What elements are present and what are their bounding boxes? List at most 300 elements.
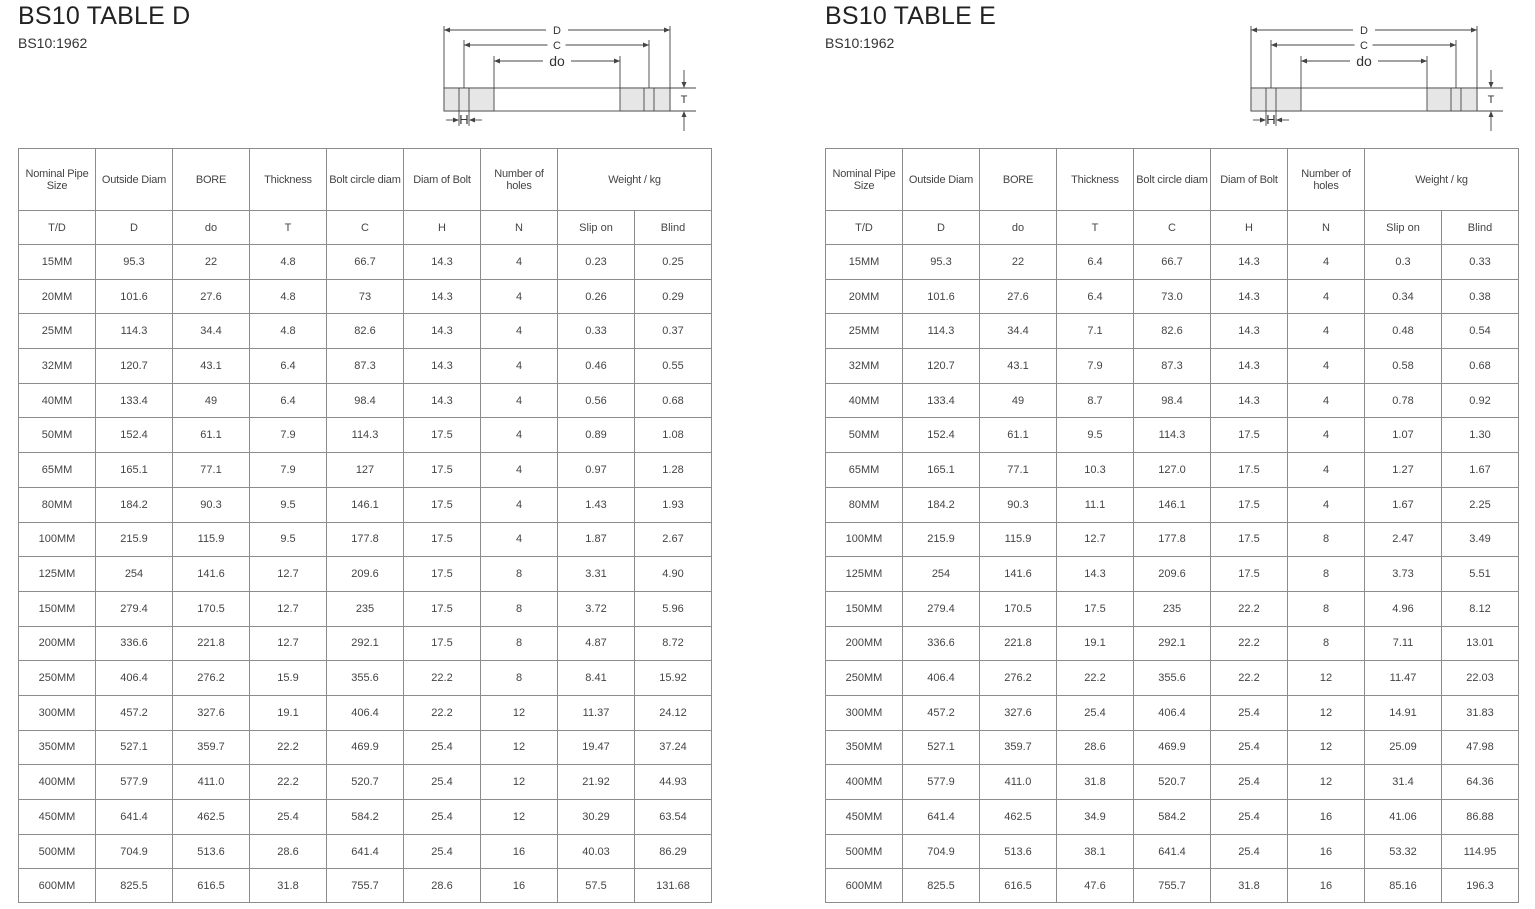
table-cell: 20MM: [826, 279, 903, 314]
table-cell: 98.4: [327, 383, 404, 418]
table-cell: 114.3: [327, 418, 404, 453]
table-cell: 0.68: [1442, 349, 1519, 384]
table-row: [826, 626, 1519, 661]
table-cell: 0.33: [558, 314, 635, 349]
table-cell: 17.5: [404, 557, 481, 592]
table-cell: 4: [481, 349, 558, 384]
table-cell: 1.67: [1442, 453, 1519, 488]
table-cell: 12: [1288, 695, 1365, 730]
table-cell: 209.6: [1134, 557, 1211, 592]
table-cell: 4.96: [1365, 591, 1442, 626]
table-cell: 2.67: [635, 522, 712, 557]
table-row: [826, 834, 1519, 869]
table-cell: 250MM: [19, 661, 96, 696]
table-cell: 4: [481, 245, 558, 280]
table-cell: 30.29: [558, 800, 635, 835]
table-cell: 25.4: [1211, 765, 1288, 800]
table-cell: 47.98: [1442, 730, 1519, 765]
table-cell: 8: [481, 661, 558, 696]
table-cell: 25.4: [404, 800, 481, 835]
table-cell: 0.48: [1365, 314, 1442, 349]
table-cell: 0.54: [1442, 314, 1519, 349]
column-header: Bolt circle diam: [327, 149, 404, 211]
arrowhead: [1271, 43, 1277, 48]
table-row: [826, 557, 1519, 592]
table-cell: 28.6: [250, 834, 327, 869]
column-symbol: T: [1057, 211, 1134, 245]
column-header: Diam of Bolt: [1211, 149, 1288, 211]
column-symbol: T: [250, 211, 327, 245]
arrowhead: [1471, 28, 1477, 33]
table-body: [19, 245, 712, 903]
table-cell: 57.5: [558, 869, 635, 903]
arrowhead: [614, 59, 620, 64]
table-cell: 336.6: [96, 626, 173, 661]
dimension-label-d: D: [1360, 25, 1368, 37]
table-cell: 34.4: [173, 314, 250, 349]
table-cell: 12.7: [250, 557, 327, 592]
table-cell: 20MM: [19, 279, 96, 314]
table-cell: 49: [173, 383, 250, 418]
table-row: [826, 349, 1519, 384]
table-cell: 98.4: [1134, 383, 1211, 418]
table-cell: 17.5: [1057, 591, 1134, 626]
table-cell: 53.32: [1365, 834, 1442, 869]
column-header: Thickness: [250, 149, 327, 211]
table-cell: 100MM: [826, 522, 903, 557]
table-row: [19, 314, 712, 349]
column-header: Nominal Pipe Size: [826, 149, 903, 211]
table-cell: 77.1: [980, 453, 1057, 488]
table-cell: 16: [1288, 834, 1365, 869]
table-cell: 4: [1288, 349, 1365, 384]
table-cell: 114.3: [903, 314, 980, 349]
table-cell: 14.3: [1211, 383, 1288, 418]
table-row: [826, 730, 1519, 765]
table-cell: 86.29: [635, 834, 712, 869]
table-cell: 150MM: [826, 591, 903, 626]
table-cell: 40MM: [826, 383, 903, 418]
table-cell: 8.72: [635, 626, 712, 661]
table-cell: 170.5: [173, 591, 250, 626]
table-cell: 5.51: [1442, 557, 1519, 592]
subheader-row: [19, 211, 712, 245]
table-cell: 196.3: [1442, 869, 1519, 903]
table-cell: 17.5: [1211, 418, 1288, 453]
column-symbol: H: [1211, 211, 1288, 245]
table-cell: 22.03: [1442, 661, 1519, 696]
table-cell: 520.7: [327, 765, 404, 800]
arrowhead: [682, 111, 687, 117]
table-e-panel: [825, 0, 1518, 909]
table-cell: 450MM: [19, 800, 96, 835]
table-cell: 80MM: [826, 487, 903, 522]
table-cell: 25.4: [1211, 800, 1288, 835]
table-cell: 235: [1134, 591, 1211, 626]
column-symbol: C: [327, 211, 404, 245]
table-cell: 4.8: [250, 279, 327, 314]
table-cell: 17.5: [1211, 453, 1288, 488]
table-cell: 22: [173, 245, 250, 280]
flange-spec-table: [825, 148, 1519, 903]
table-cell: 755.7: [1134, 869, 1211, 903]
flange-dimension-diagram: [1225, 20, 1495, 135]
dimension-label-do: do: [1356, 53, 1372, 69]
table-cell: 0.23: [558, 245, 635, 280]
flange-hatch-right: [620, 88, 670, 111]
table-cell: 4: [1288, 314, 1365, 349]
table-row: [826, 765, 1519, 800]
table-cell: 127: [327, 453, 404, 488]
table-cell: 125MM: [826, 557, 903, 592]
table-cell: 200MM: [19, 626, 96, 661]
table-cell: 350MM: [826, 730, 903, 765]
table-cell: 12: [481, 730, 558, 765]
table-cell: 8.41: [558, 661, 635, 696]
table-cell: 82.6: [1134, 314, 1211, 349]
table-cell: 411.0: [980, 765, 1057, 800]
column-symbol: Blind: [1442, 211, 1519, 245]
table-cell: 90.3: [980, 487, 1057, 522]
table-cell: 221.8: [980, 626, 1057, 661]
table-cell: 37.24: [635, 730, 712, 765]
table-cell: 17.5: [404, 418, 481, 453]
table-cell: 411.0: [173, 765, 250, 800]
table-cell: 462.5: [980, 800, 1057, 835]
table-cell: 406.4: [96, 661, 173, 696]
table-cell: 276.2: [173, 661, 250, 696]
table-cell: 292.1: [327, 626, 404, 661]
table-cell: 22.2: [250, 730, 327, 765]
table-cell: 11.47: [1365, 661, 1442, 696]
table-cell: 24.12: [635, 695, 712, 730]
table-cell: 0.92: [1442, 383, 1519, 418]
table-row: [19, 383, 712, 418]
table-cell: 3.31: [558, 557, 635, 592]
header-row: [826, 149, 1519, 211]
table-cell: 133.4: [96, 383, 173, 418]
table-cell: 22: [980, 245, 1057, 280]
table-row: [19, 453, 712, 488]
table-cell: 0.33: [1442, 245, 1519, 280]
column-symbol: N: [1288, 211, 1365, 245]
table-cell: 101.6: [903, 279, 980, 314]
arrowhead: [453, 118, 459, 123]
table-cell: 25.4: [1211, 834, 1288, 869]
table-cell: 25.4: [404, 765, 481, 800]
table-cell: 355.6: [1134, 661, 1211, 696]
table-cell: 14.3: [1211, 314, 1288, 349]
table-cell: 355.6: [327, 661, 404, 696]
table-cell: 359.7: [980, 730, 1057, 765]
table-cell: 2.47: [1365, 522, 1442, 557]
table-row: [19, 557, 712, 592]
table-cell: 25.4: [1211, 695, 1288, 730]
table-cell: 1.67: [1365, 487, 1442, 522]
table-row: [826, 869, 1519, 903]
table-cell: 0.55: [635, 349, 712, 384]
table-row: [19, 522, 712, 557]
table-cell: 641.4: [1134, 834, 1211, 869]
table-cell: 131.68: [635, 869, 712, 903]
table-cell: 584.2: [327, 800, 404, 835]
table-cell: 10.3: [1057, 453, 1134, 488]
table-cell: 31.8: [1211, 869, 1288, 903]
arrowhead: [1260, 118, 1266, 123]
table-cell: 0.97: [558, 453, 635, 488]
table-cell: 31.8: [1057, 765, 1134, 800]
standard-subtitle: BS10:1962: [18, 35, 88, 51]
column-symbol: Slip on: [1365, 211, 1442, 245]
table-cell: 40MM: [19, 383, 96, 418]
table-cell: 1.93: [635, 487, 712, 522]
table-cell: 327.6: [173, 695, 250, 730]
dimension-label-t: T: [1487, 94, 1495, 106]
table-cell: 14.3: [404, 245, 481, 280]
table-cell: 0.89: [558, 418, 635, 453]
table-cell: 50MM: [826, 418, 903, 453]
column-header: Outside Diam: [96, 149, 173, 211]
table-cell: 80MM: [19, 487, 96, 522]
table-row: [19, 695, 712, 730]
arrowhead: [464, 43, 470, 48]
table-cell: 12.7: [1057, 522, 1134, 557]
table-cell: 120.7: [96, 349, 173, 384]
table-cell: 279.4: [96, 591, 173, 626]
table-cell: 254: [903, 557, 980, 592]
table-row: [826, 279, 1519, 314]
table-cell: 63.54: [635, 800, 712, 835]
table-cell: 1.07: [1365, 418, 1442, 453]
table-cell: 44.93: [635, 765, 712, 800]
table-cell: 704.9: [903, 834, 980, 869]
table-cell: 469.9: [1134, 730, 1211, 765]
arrowhead: [1276, 118, 1282, 123]
table-cell: 17.5: [404, 487, 481, 522]
table-cell: 25.09: [1365, 730, 1442, 765]
table-cell: 152.4: [903, 418, 980, 453]
table-cell: 12: [1288, 661, 1365, 696]
table-cell: 0.29: [635, 279, 712, 314]
table-cell: 825.5: [903, 869, 980, 903]
table-cell: 8.12: [1442, 591, 1519, 626]
table-cell: 65MM: [826, 453, 903, 488]
table-cell: 11.1: [1057, 487, 1134, 522]
table-cell: 100MM: [19, 522, 96, 557]
table-cell: 520.7: [1134, 765, 1211, 800]
table-cell: 115.9: [173, 522, 250, 557]
table-cell: 0.78: [1365, 383, 1442, 418]
table-cell: 66.7: [1134, 245, 1211, 280]
table-cell: 4: [1288, 487, 1365, 522]
table-cell: 527.1: [903, 730, 980, 765]
table-cell: 327.6: [980, 695, 1057, 730]
table-cell: 27.6: [980, 279, 1057, 314]
table-cell: 235: [327, 591, 404, 626]
table-cell: 12: [1288, 730, 1365, 765]
table-cell: 4: [1288, 245, 1365, 280]
table-cell: 141.6: [980, 557, 1057, 592]
table-cell: 3.72: [558, 591, 635, 626]
arrowhead: [1450, 43, 1456, 48]
table-cell: 7.9: [250, 418, 327, 453]
table-cell: 16: [1288, 869, 1365, 903]
table-cell: 513.6: [173, 834, 250, 869]
table-cell: 177.8: [1134, 522, 1211, 557]
table-cell: 457.2: [96, 695, 173, 730]
table-cell: 400MM: [19, 765, 96, 800]
table-cell: 600MM: [19, 869, 96, 903]
table-cell: 133.4: [903, 383, 980, 418]
arrowhead: [1301, 59, 1307, 64]
table-cell: 12: [481, 800, 558, 835]
table-cell: 125MM: [19, 557, 96, 592]
table-cell: 0.68: [635, 383, 712, 418]
column-header: BORE: [980, 149, 1057, 211]
table-cell: 150MM: [19, 591, 96, 626]
table-cell: 8: [1288, 522, 1365, 557]
table-cell: 500MM: [826, 834, 903, 869]
arrowhead: [444, 28, 450, 33]
table-cell: 16: [481, 869, 558, 903]
column-symbol: H: [404, 211, 481, 245]
table-cell: 31.4: [1365, 765, 1442, 800]
table-cell: 28.6: [404, 869, 481, 903]
table-cell: 38.1: [1057, 834, 1134, 869]
table-cell: 221.8: [173, 626, 250, 661]
table-cell: 7.1: [1057, 314, 1134, 349]
table-cell: 0.37: [635, 314, 712, 349]
table-cell: 146.1: [327, 487, 404, 522]
table-row: [826, 522, 1519, 557]
table-cell: 200MM: [826, 626, 903, 661]
table-cell: 114.3: [96, 314, 173, 349]
flange-hatch-right: [1427, 88, 1477, 111]
column-header: Thickness: [1057, 149, 1134, 211]
table-cell: 34.4: [980, 314, 1057, 349]
table-cell: 350MM: [19, 730, 96, 765]
table-cell: 8: [481, 626, 558, 661]
table-cell: 0.38: [1442, 279, 1519, 314]
table-cell: 73.0: [1134, 279, 1211, 314]
table-row: [19, 245, 712, 280]
table-cell: 17.5: [1211, 557, 1288, 592]
arrowhead: [494, 59, 500, 64]
table-cell: 4: [481, 279, 558, 314]
table-cell: 513.6: [980, 834, 1057, 869]
table-cell: 114.3: [1134, 418, 1211, 453]
table-cell: 49: [980, 383, 1057, 418]
table-cell: 43.1: [173, 349, 250, 384]
column-symbol: D: [903, 211, 980, 245]
table-cell: 14.3: [404, 279, 481, 314]
table-cell: 15.9: [250, 661, 327, 696]
table-cell: 8: [481, 591, 558, 626]
table-row: [19, 487, 712, 522]
table-cell: 755.7: [327, 869, 404, 903]
table-cell: 209.6: [327, 557, 404, 592]
table-cell: 11.37: [558, 695, 635, 730]
table-cell: 4: [481, 487, 558, 522]
flange-spec-table: [18, 148, 712, 903]
table-cell: 359.7: [173, 730, 250, 765]
table-cell: 462.5: [173, 800, 250, 835]
table-cell: 577.9: [903, 765, 980, 800]
column-symbol: T/D: [826, 211, 903, 245]
table-cell: 16: [481, 834, 558, 869]
table-cell: 704.9: [96, 834, 173, 869]
table-cell: 87.3: [327, 349, 404, 384]
table-cell: 19.1: [250, 695, 327, 730]
dimension-label-t: T: [680, 94, 688, 106]
table-cell: 0.46: [558, 349, 635, 384]
table-cell: 64.36: [1442, 765, 1519, 800]
table-cell: 4: [481, 418, 558, 453]
column-symbol: Blind: [635, 211, 712, 245]
column-header: Weight / kg: [558, 149, 712, 211]
table-cell: 14.3: [404, 349, 481, 384]
table-cell: 25.4: [404, 834, 481, 869]
table-cell: 28.6: [1057, 730, 1134, 765]
table-cell: 8: [1288, 626, 1365, 661]
table-cell: 61.1: [173, 418, 250, 453]
table-cell: 165.1: [903, 453, 980, 488]
table-cell: 1.28: [635, 453, 712, 488]
table-cell: 1.30: [1442, 418, 1519, 453]
table-cell: 276.2: [980, 661, 1057, 696]
table-cell: 4.8: [250, 245, 327, 280]
table-cell: 641.4: [327, 834, 404, 869]
table-cell: 25.4: [1057, 695, 1134, 730]
table-cell: 25.4: [1211, 730, 1288, 765]
table-cell: 32MM: [826, 349, 903, 384]
table-cell: 47.6: [1057, 869, 1134, 903]
subheader-row: [826, 211, 1519, 245]
table-cell: 15MM: [19, 245, 96, 280]
table-cell: 177.8: [327, 522, 404, 557]
table-cell: 584.2: [1134, 800, 1211, 835]
table-cell: 170.5: [980, 591, 1057, 626]
table-cell: 825.5: [96, 869, 173, 903]
table-cell: 22.2: [1211, 626, 1288, 661]
table-cell: 85.16: [1365, 869, 1442, 903]
table-cell: 527.1: [96, 730, 173, 765]
table-cell: 8: [1288, 591, 1365, 626]
table-cell: 25MM: [19, 314, 96, 349]
table-cell: 40.03: [558, 834, 635, 869]
table-cell: 12: [1288, 765, 1365, 800]
table-cell: 22.2: [404, 661, 481, 696]
column-header: Diam of Bolt: [404, 149, 481, 211]
table-row: [19, 661, 712, 696]
table-cell: 1.87: [558, 522, 635, 557]
table-cell: 31.83: [1442, 695, 1519, 730]
table-cell: 577.9: [96, 765, 173, 800]
table-cell: 184.2: [96, 487, 173, 522]
table-cell: 5.96: [635, 591, 712, 626]
table-row: [826, 487, 1519, 522]
table-cell: 14.3: [404, 383, 481, 418]
table-cell: 1.43: [558, 487, 635, 522]
table-cell: 336.6: [903, 626, 980, 661]
arrowhead: [1489, 111, 1494, 117]
table-cell: 616.5: [173, 869, 250, 903]
table-cell: 1.27: [1365, 453, 1442, 488]
arrowhead: [469, 118, 475, 123]
table-cell: 12: [481, 695, 558, 730]
arrowhead: [1489, 82, 1494, 88]
table-cell: 86.88: [1442, 800, 1519, 835]
